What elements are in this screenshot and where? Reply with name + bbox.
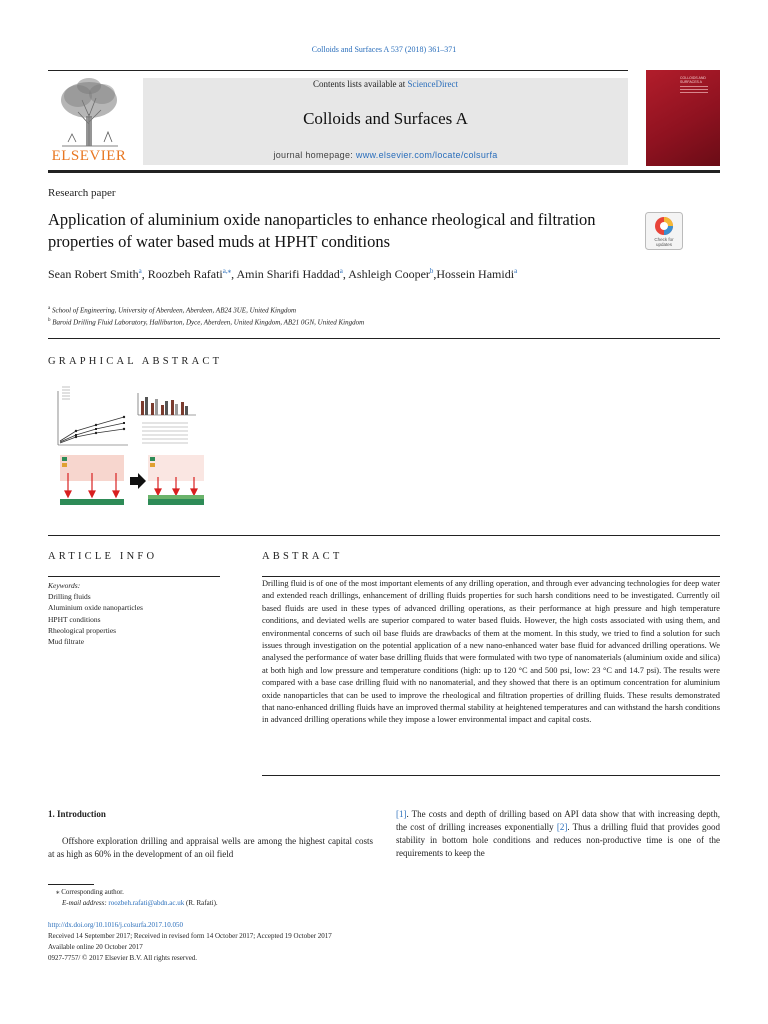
filtration-diagram-right: [148, 455, 204, 505]
contents-prefix: Contents lists available at: [313, 79, 408, 89]
keywords-block: [48, 580, 220, 647]
section-rule: [262, 576, 720, 577]
author-name: Hossein Hamidi: [436, 267, 515, 281]
homepage-link[interactable]: www.elsevier.com/locate/colsurfa: [355, 150, 498, 160]
homepage-prefix: journal homepage:: [273, 150, 356, 160]
email-suffix: (R. Rafati).: [184, 899, 218, 907]
publisher-name: ELSEVIER: [51, 148, 127, 164]
cover-rule: [680, 89, 708, 90]
intro-text: . Thus a drilling fluid that provides good stability in bottom hole conditions and reduces non-productive time is one of the requirements to keep the: [396, 822, 720, 858]
affiliation-b: [48, 318, 364, 326]
article-history: Received 14 September 2017; Received in revised form 14 October 2017; Accepted 19 October 2017: [48, 932, 332, 940]
citation-link[interactable]: [2]: [556, 822, 568, 832]
cover-rule: [680, 86, 708, 87]
keywords-label: Keywords:: [48, 581, 81, 590]
journal-name: Colloids and Surfaces A: [303, 109, 468, 128]
author-separator: ,: [141, 267, 148, 281]
check-for-updates-badge[interactable]: [645, 212, 683, 250]
keyword-item: Mud filtrate: [48, 637, 85, 647]
article-title: Application of aluminium oxide nanoparticles to enhance rheological and filtration properties of water based muds at HPHT conditions: [48, 210, 596, 251]
contents-line: [143, 79, 628, 89]
author-name: Amin Sharifi Haddad: [236, 267, 340, 281]
doi-link[interactable]: http://dx.doi.org/10.1016/j.colsurfa.2017.10.050: [48, 921, 184, 929]
journal-header-box: [143, 78, 628, 165]
author-separator: ,: [231, 267, 237, 281]
author-affiliation-marker[interactable]: b: [429, 267, 434, 275]
introduction-column-1: Offshore exploration drilling and appraisal wells are among the highest capital costs at as high as 60% in the development of an oil field: [48, 836, 373, 859]
author-affiliation-marker[interactable]: a: [339, 267, 343, 275]
keyword-item: Drilling fluids: [48, 592, 91, 602]
abstract-heading: ABSTRACT: [262, 551, 343, 562]
cover-rule: [680, 92, 708, 93]
affiliation-label: a: [48, 306, 51, 311]
introduction-heading: 1. Introduction: [48, 809, 106, 819]
cover-title: [680, 76, 718, 93]
email-label: E-mail address:: [62, 899, 109, 907]
author-name: Ashleigh Cooper: [348, 267, 430, 281]
article-type: Research paper: [48, 187, 116, 199]
masthead-bottom-rule: [48, 170, 720, 173]
author-affiliation-marker[interactable]: a,⁎: [222, 267, 232, 275]
section-rule: [262, 775, 720, 776]
author-name: Sean Robert Smith: [48, 267, 139, 281]
author-name: Roozbeh Rafati: [147, 267, 223, 281]
keyword-item: Rheological properties: [48, 625, 117, 635]
intro-text: . The costs and depth of drilling based on API data show that with increasing depth, the cost of drilling increases exponentially: [396, 809, 720, 832]
author-separator: ,: [433, 267, 437, 281]
graphical-abstract-heading: GRAPHICAL ABSTRACT: [48, 356, 223, 367]
masthead-top-rule: [48, 70, 628, 71]
journal-reference[interactable]: Colloids and Surfaces A 537 (2018) 361–371: [311, 45, 457, 54]
keyword-item: HPHT conditions: [48, 614, 101, 624]
cover-title-text: COLLOIDS AND SURFACES A: [680, 76, 706, 84]
crossmark-line1: Check for: [654, 237, 674, 242]
crossmark-icon: [645, 212, 683, 250]
introduction-column-2: [396, 808, 720, 860]
citation-link[interactable]: [1]: [396, 809, 407, 819]
author-affiliation-marker[interactable]: a: [514, 267, 518, 275]
section-rule: [48, 576, 220, 577]
affiliation-a: [48, 306, 296, 314]
elsevier-tree-icon: [48, 76, 130, 148]
author-separator: ,: [342, 267, 349, 281]
homepage-line: [143, 150, 628, 160]
section-rule: [48, 535, 720, 536]
footnote-rule: [48, 884, 94, 885]
sciencedirect-link[interactable]: ScienceDirect: [407, 79, 458, 89]
elsevier-logo[interactable]: [48, 76, 130, 166]
abstract-text: Drilling fluid is of one of the most important elements of any drilling operation, and through ever advancing technologies for deep water and extended reach drillings, enhancement of drilling fluids properties for such harsh conditions need to be investigated. Currently oil based fluids are used in these types of advanced drilling operations, as their performance at high pressure and high temperature conditions, and deviated wells are superior compared to water based fluids. However, the high costs associated with using them, and environmental concerns of such oil base fluids are drawbacks of them at the moment. In this study, we tried to find a solution for such issues through investigation on the potential application of a new nano-enhanced water base fluid for advanced drilling operations. We analysed the performance of water base drilling fluids that were formulated with two type of nanomaterials (aluminium oxide and silica) at both high and low pressure and temperature conditions (high: up to 120 °C and 500 psi, low: 23 °C and 14.7 psi). The results were compared with a base case drilling fluid with no nanomaterial, and they showed that there is an optimum concentration for aluminium oxide nanoparticles that can be used to improve the rheological and filtration properties of drilling fluids. These results demonstrated that nano-enhanced drilling fluids have an improved thermal stability at heightened temperatures and can withstand the harsh conditions in advanced drilling operations while they impose a lower environmental impact and capital costs.: [262, 579, 720, 725]
author-list: [48, 263, 648, 283]
email-link[interactable]: roozbeh.rafati@abdn.ac.uk: [108, 899, 185, 907]
affiliation-text: School of Engineering, University of Aberdeen, Aberdeen, AB24 3UE, United Kingdom: [51, 306, 297, 315]
affiliation-text: Baroid Drilling Fluid Laboratory, Halliburton, Dyce, Aberdeen, United Kingdom, AB21 0GN, United Kingdom: [52, 318, 365, 327]
section-rule: [48, 338, 720, 339]
affiliation-label: b: [48, 318, 51, 323]
online-date: Available online 20 October 2017: [48, 943, 143, 951]
email-footnote: [62, 899, 218, 907]
graphical-abstract-figure[interactable]: [48, 381, 208, 513]
graphical-abstract-image: [48, 381, 208, 513]
keyword-item: Aluminium oxide nanoparticles: [48, 603, 143, 613]
article-info-heading: ARTICLE INFO: [48, 551, 158, 562]
corresponding-author-note: ⁎ Corresponding author.: [56, 888, 124, 896]
author-affiliation-marker[interactable]: a: [138, 267, 142, 275]
crossmark-line2: updates: [655, 242, 673, 247]
copyright-line: 0927-7757/ © 2017 Elsevier B.V. All rights reserved.: [48, 954, 198, 962]
journal-cover-image[interactable]: [646, 70, 720, 166]
